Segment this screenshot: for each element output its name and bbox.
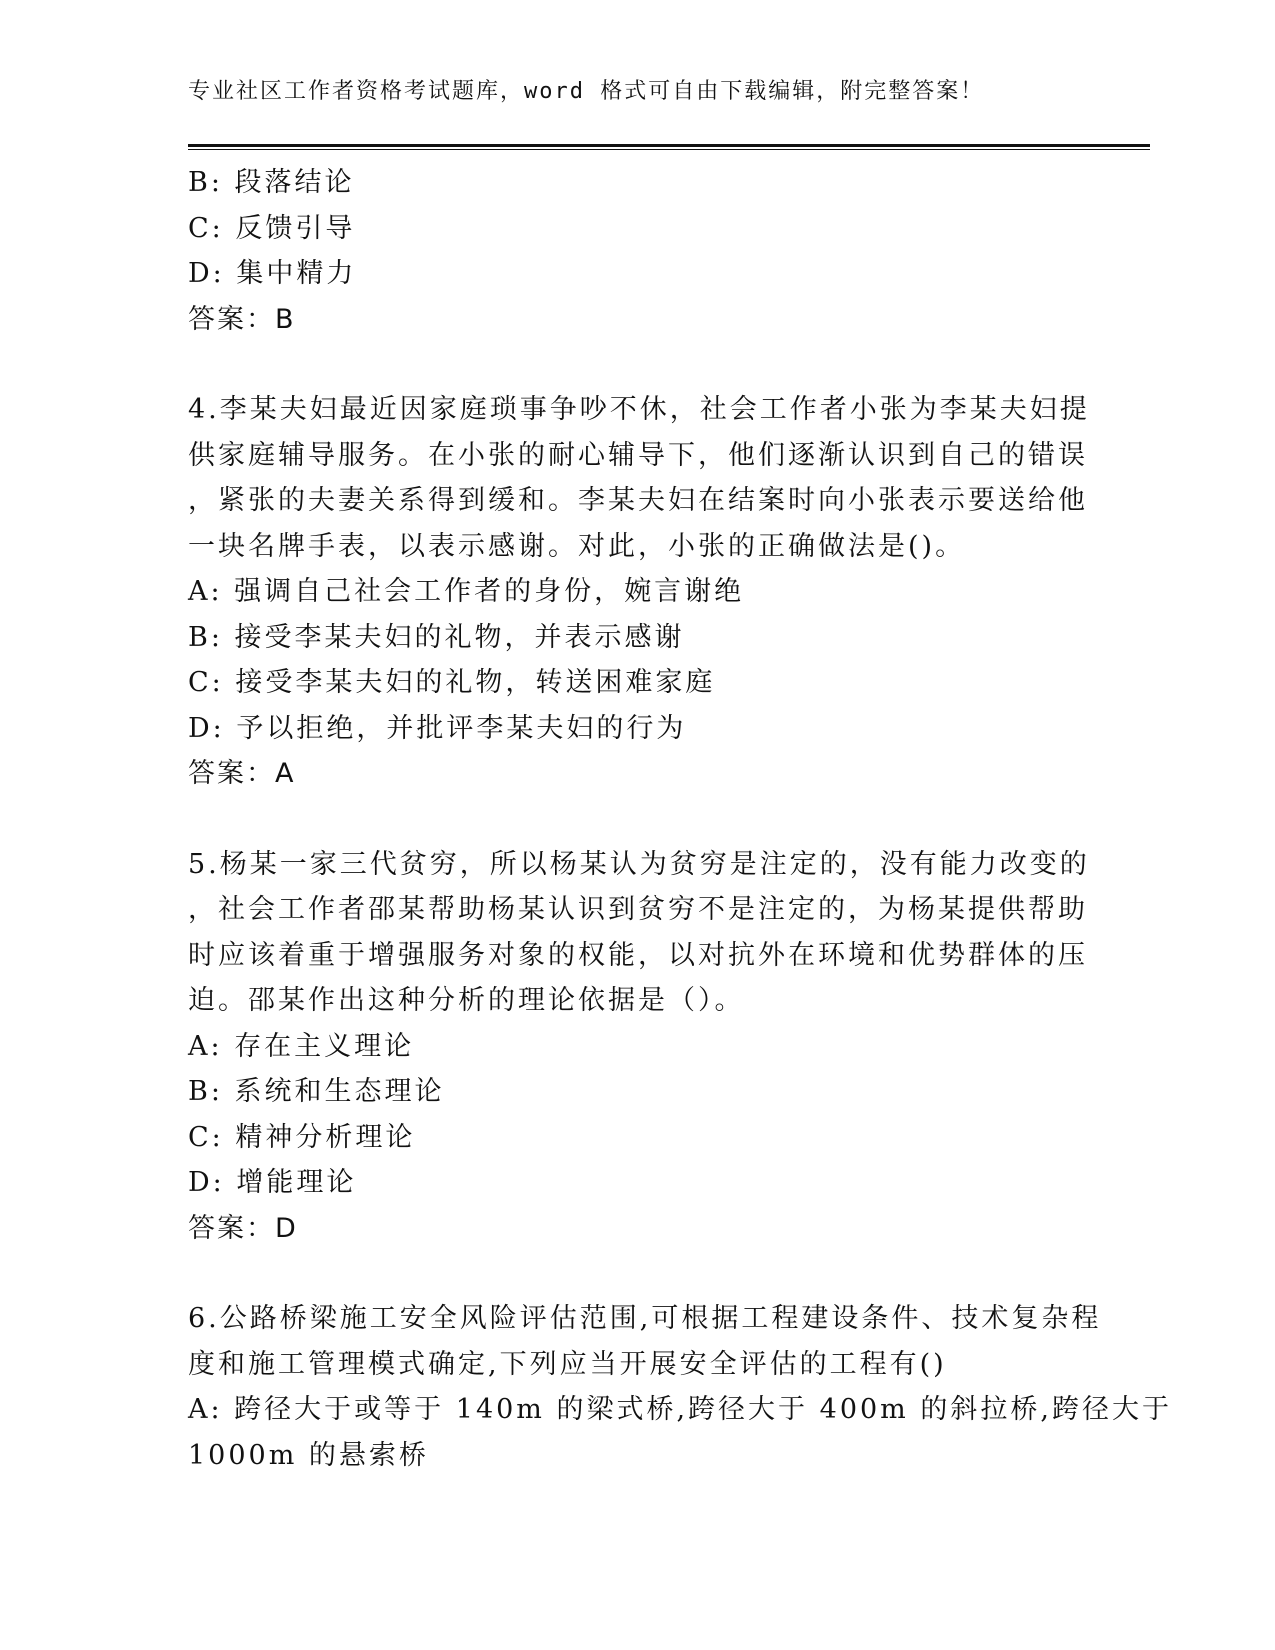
question-5-answer: 答案：D <box>188 1212 298 1244</box>
document-body <box>188 160 1172 1478</box>
question-3-answer: 答案：B <box>188 303 296 335</box>
question-6 <box>188 1296 1172 1478</box>
question-stem-line: ，社会工作者邵某帮助杨某认识到贫穷不是注定的，为杨某提供帮助 <box>188 894 1088 925</box>
option-b: B: 段落结论 <box>188 167 355 198</box>
question-4-answer: 答案：A <box>188 758 296 789</box>
option-a: A: 跨径大于或等于 140m 的梁式桥,跨径大于 400m 的斜拉桥,跨径大于 <box>188 1394 1172 1425</box>
spacer <box>188 342 1068 387</box>
question-stem-line: 时应该着重于增强服务对象的权能，以对抗外在环境和优势群体的压 <box>188 939 1088 971</box>
question-stem-line: 供家庭辅导服务。在小张的耐心辅导下，他们逐渐认识到自己的错误 <box>188 439 1088 471</box>
option-d: D: 予以拒绝，并批评李某夫妇的行为 <box>188 712 687 744</box>
option-c: C: 精神分析理论 <box>188 1121 416 1153</box>
header-rule-thin <box>188 149 1150 150</box>
question-stem-line: 度和施工管理模式确定,下列应当开展安全评估的工程有() <box>188 1348 947 1380</box>
question-stem-line: 6.公路桥梁施工安全风险评估范围,可根据工程建设条件、技术复杂程 <box>188 1303 1102 1334</box>
question-4 <box>188 387 1090 797</box>
question-stem-line: 4.李某夫妇最近因家庭琐事争吵不休，社会工作者小张为李某夫妇提 <box>188 394 1090 425</box>
option-a-continued: 1000m 的悬索桥 <box>188 1439 429 1471</box>
option-b: B: 系统和生态理论 <box>188 1076 445 1107</box>
question-5 <box>188 842 1090 1252</box>
option-a: A: 存在主义理论 <box>188 1030 415 1062</box>
option-c: C: 反馈引导 <box>188 212 356 244</box>
option-b: B: 接受李某夫妇的礼物，并表示感谢 <box>188 621 685 653</box>
question-stem-line: 5.杨某一家三代贫穷，所以杨某认为贫穷是注定的，没有能力改变的 <box>188 848 1090 880</box>
option-a: A: 强调自己社会工作者的身份，婉言谢绝 <box>188 576 745 607</box>
option-c: C: 接受李某夫妇的礼物，转送困难家庭 <box>188 667 716 698</box>
spacer <box>188 797 1068 842</box>
spacer <box>188 1251 1068 1296</box>
question-stem-line: ，紧张的夫妻关系得到缓和。李某夫妇在结案时向小张表示要送给他 <box>188 485 1088 516</box>
option-d: D: 集中精力 <box>188 258 357 289</box>
question-3-options <box>188 160 1068 297</box>
header-rule-thick <box>188 144 1150 147</box>
page-header: 专业社区工作者资格考试题库，word 格式可自由下载编辑，附完整答案！ <box>188 79 985 104</box>
question-stem-line: 一块名牌手表，以表示感谢。对此，小张的正确做法是()。 <box>188 530 966 562</box>
question-stem-line: 迫。邵某作出这种分析的理论依据是（）。 <box>188 985 745 1016</box>
option-d: D: 增能理论 <box>188 1167 357 1198</box>
